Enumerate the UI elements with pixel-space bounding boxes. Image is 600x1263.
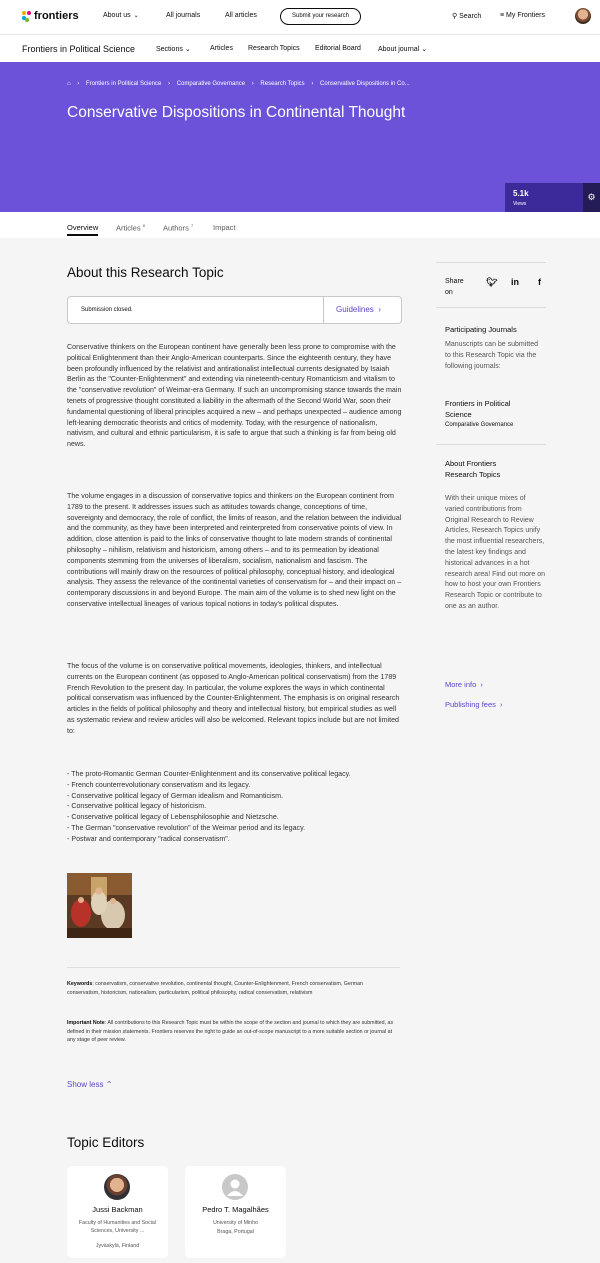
participating-journals-heading: Participating Journals xyxy=(445,325,517,334)
description-paragraph-2: The volume engages in a discussion of conservative topics and thinkers on the European continent from 1789 to the present. It addresses issues such as attitudes towards change, conceptions of time, sovereignty and democracy, the role of conflict, the limits of reason, and the relation between the individual and the community, as they have been interpreted and reinterpreted from conservative points of view. In addition, close attention is paid to the links of conservative thought to late modern strands of continental philosophy – nihilism, relativism and historicism, among others – and to its permeation by ideational components stemming from the universes of liberalism, socialism, nationalism and fascism. The contributions will mainly draw on the resources of political philosophy, conceptual history, and ideological analysis. They assess the relevance of the continental varieties of conservatism for – and their impact on – contemporary discussions in and beyond Europe. The main aim of the volume is to shed new light on the conservative intellectual lineages of various topical notions in today's political disputes. xyxy=(67,492,402,608)
top-navigation-bar xyxy=(0,0,600,34)
list-item: - The German "conservative revolution" of the Weimar period and its legacy. xyxy=(67,823,306,832)
search-button[interactable]: ⚲ Search xyxy=(452,13,482,20)
search-icon: ⚲ xyxy=(452,13,458,20)
breadcrumb-research-topics[interactable]: Research Topics xyxy=(260,81,305,87)
more-info-link[interactable]: More info › xyxy=(445,680,483,689)
twitter-icon[interactable]: 🐦︎ xyxy=(486,277,498,287)
guidelines-link[interactable]: Guidelines › xyxy=(336,305,381,314)
editor-affiliation: Faculty of Humanities and Social Sciences, University ... xyxy=(78,1220,157,1234)
facebook-icon[interactable]: f xyxy=(538,277,541,287)
nav-all-journals[interactable]: All journals xyxy=(166,12,201,19)
journal-bar xyxy=(0,34,600,62)
user-avatar[interactable] xyxy=(575,8,591,24)
journal-section: Comparative Governance xyxy=(445,422,514,428)
nav-about-us[interactable]: About us ⌄ xyxy=(103,12,139,19)
editor-location: Braga, Portugal xyxy=(217,1229,254,1235)
editor-name: Jussi Backman xyxy=(92,1205,143,1214)
frontiers-logo[interactable] xyxy=(22,10,79,22)
default-avatar-icon xyxy=(222,1174,248,1200)
editor-affiliation: University of Minho xyxy=(212,1220,259,1226)
logo-text: frontiers xyxy=(34,10,79,22)
important-note: Important Note: All contributions to this Research Topic must be within the scope of the section and journal to which they are submitted, as defined in their mission statements. Frontiers reserves the right to guide an out-of-scope manuscript to a more suitable section or journal at any stage of peer review. xyxy=(67,1020,394,1044)
views-label: Views xyxy=(513,201,527,207)
tab-articles[interactable]: Articles $^8$ xyxy=(116,223,145,233)
journal-title[interactable]: Frontiers in Political Science xyxy=(22,44,136,54)
editor-location: Jyväskylä, Finland xyxy=(95,1243,140,1249)
description-paragraph-1: Conservative thinkers on the European continent have generally been less prone to compromise with the political Enlightenment than their Anglo-American counterparts. Since the eighteenth century, they have been profoundly influenced by the relativist and antirationalist intellectual currents designated by Isaiah Berlin as the "Counter-Enlightenment" and extending via nineteenth-century Romanticism and vitalism to the "conservative revolution" of Weimar-era Germany. If such an uncompromising stance towards the main tenets of progressive thought constituted a liability in the aftermath of the Second World War, soon their fundamental questioning of liberal principles acquired a new – and perhaps unexpected – audience among left-leaning democratic theorists and critics of modernity. Today, with the resurgence of nationalism, nativism, and cultural and ethnic particularism, it is safe to argue that such a thinking is far from being old news. xyxy=(67,343,402,449)
avatar xyxy=(104,1174,130,1200)
about-research-topics-text: With their unique mixes of varied contributions from Original Research to Review Articles, Research Topics unify the most influential researchers, the latest key findings and historical advances in a hot research area! Find out more on how to host your own Frontiers Research Topic or contribute to one as an author. xyxy=(445,495,545,610)
menu-icon: ≡ xyxy=(500,12,505,19)
tab-bar xyxy=(0,212,600,238)
breadcrumb-current: Conservative Dispositions in Co... xyxy=(320,81,410,87)
tab-overview[interactable]: Overview xyxy=(67,223,98,236)
journal-nav-articles[interactable]: Articles xyxy=(210,45,233,52)
submit-research-button[interactable]: Submit your research xyxy=(280,8,361,25)
submission-status-box xyxy=(67,296,402,324)
tab-authors[interactable]: Authors $^7$ xyxy=(163,223,194,233)
show-less-button[interactable]: Show less ⌃ xyxy=(67,1080,113,1089)
participating-journal[interactable] xyxy=(445,399,525,431)
list-item: - Conservative political legacy of German idealism and Romanticism. xyxy=(67,791,284,800)
topics-list xyxy=(67,769,402,845)
tab-impact[interactable]: Impact xyxy=(213,223,236,232)
description-paragraph-3: The focus of the volume is on conservative political movements, ideologies, thinkers, and intellectual currents on the European continent (as opposed to Anglo-American political conservatism) from the 1789 French Revolution to the present day. In particular, the volume explores the ways in which continental political conservatism was influenced by the Counter-Enlightenment. The emphasis is on original research articles in the fields of political philosophy and theory and intellectual history, but empirical studies as well as systematic review and review articles will also be welcomed. Relevant topics include but are not limited to: xyxy=(67,662,400,735)
chevron-down-icon: ⌄ xyxy=(421,46,428,53)
frontiers-logo-icon xyxy=(22,11,31,22)
topic-editors-heading: Topic Editors xyxy=(67,1135,145,1150)
views-count: 5.1k xyxy=(513,189,529,198)
editor-card[interactable] xyxy=(67,1166,168,1258)
keywords: Keywords: conservatism, conservative revolution, continental thought, Counter-Enlightenment, French conservatism, German conservatism, historicism, nationalism, particularism, political philosophy, radical conservatism, relativism xyxy=(67,981,363,996)
breadcrumb-section[interactable]: Comparative Governance xyxy=(176,81,246,87)
home-icon[interactable]: ⌂ xyxy=(67,81,71,87)
journal-nav-editorial-board[interactable]: Editorial Board xyxy=(315,45,361,52)
page-title: Conservative Dispositions in Continental Thought xyxy=(67,104,406,121)
nav-all-articles[interactable]: All articles xyxy=(225,12,257,19)
linkedin-icon[interactable]: in xyxy=(511,277,519,287)
chevron-up-icon: ⌃ xyxy=(105,1080,113,1089)
publishing-fees-link[interactable]: Publishing fees › xyxy=(445,700,503,709)
breadcrumb: ⌂ › Frontiers in Political Science › Comparative Governance › Research Topics › Conservative Dispositions in Co... xyxy=(67,81,410,87)
list-item: - Conservative political legacy of historicism. xyxy=(67,802,207,811)
editor-card[interactable] xyxy=(185,1166,286,1258)
breadcrumb-journal[interactable]: Frontiers in Political Science xyxy=(85,81,162,87)
chevron-down-icon: ⌄ xyxy=(133,13,139,19)
views-counter xyxy=(505,183,583,212)
hero-banner xyxy=(0,62,600,212)
submission-status: Submission closed. xyxy=(81,307,133,313)
journal-nav-research-topics[interactable]: Research Topics xyxy=(248,45,300,52)
journal-nav-sections[interactable]: Sections ⌄ xyxy=(156,46,191,53)
list-item: - The proto-Romantic German Counter-Enlightenment and its conservative political legacy. xyxy=(67,770,351,778)
chevron-down-icon: ⌄ xyxy=(184,46,191,53)
share-label: Share on xyxy=(445,278,464,296)
participating-journals-text: Manuscripts can be submitted to this Research Topic via the following journals: xyxy=(445,341,538,370)
my-frontiers-button[interactable]: ≡ My Frontiers xyxy=(500,12,545,19)
list-item: - Postwar and contemporary "radical conservatism". xyxy=(67,834,230,843)
about-heading: About this Research Topic xyxy=(67,265,224,280)
topic-cover-image xyxy=(67,873,132,938)
list-item: - French counterrevolutionary conservatism and its legacy. xyxy=(67,780,251,789)
journal-nav-about-journal[interactable]: About journal ⌄ xyxy=(378,46,428,53)
about-research-topics-heading: About Frontiers Research Topics xyxy=(445,459,501,479)
journal-name: Frontiers in Political Science xyxy=(445,399,511,419)
list-item: - Conservative political legacy of Lebensphilosophie and Nietzsche. xyxy=(67,813,279,822)
settings-gear-icon[interactable]: ⚙ xyxy=(583,183,600,212)
editor-name: Pedro T. Magalhães xyxy=(202,1205,269,1214)
